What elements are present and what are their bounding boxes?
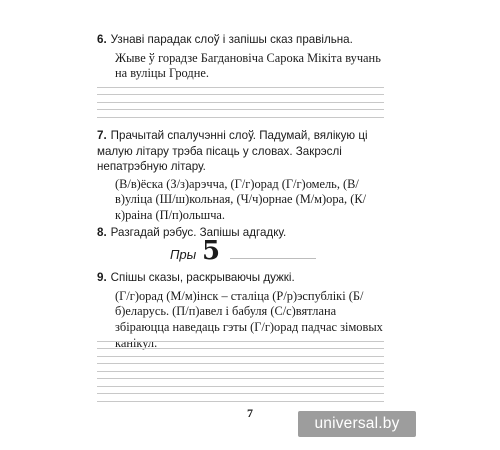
task-6-number: 6. [97,33,107,46]
watermark-badge [298,411,416,437]
watermark-text: universal.by [314,415,400,432]
task-6 [97,32,387,82]
task-9-text: (Г/г)орад (М/м)інск – сталіца (Р/р)эспублікі (Б/б)еларусь. (П/п)авел і бабуля (С/с)вятлана збіраюцца наведаць гэты (Г/г)орад падчас зімовых канікул. [115,288,383,350]
rebus-puzzle [170,236,370,268]
task-9-number: 9. [97,271,107,284]
task-7-instruction: Прачытай спалучэнні слоў. Падумай, вялікую ці малую літару трэба пісаць у словах. Закрэслі непатрэбную літару. [97,129,368,173]
rebus-word: Пры [170,247,197,262]
rebus-digit: 5 [202,236,221,266]
task-7-text: (В/в)ёска (З/з)арэчча, (Г/г)орад (Г/г)омель, (В/в)уліца (Ш/ш)кольная, (Ч/ч)орнае (М/м)ора, (К/к)раіна (П/п)ольшча. [115,176,367,223]
rebus-answer-line [230,258,316,259]
task-6-instruction: Узнаві парадак слоў і запішы сказ правільна. [110,33,353,46]
task-8-heading [97,225,387,241]
task-7-heading [97,128,387,175]
task-8 [97,225,387,241]
task-9-heading [97,270,387,286]
task-7 [97,128,387,224]
task-9-instruction: Спішы сказы, раскрываючы дужкі. [110,271,295,284]
task-6-heading [97,32,387,48]
task-8-instruction: Разгадай рэбус. Запішы адгадку. [110,226,287,239]
page-number: 7 [247,406,253,420]
task-7-number: 7. [97,129,107,142]
task-9-writing-lines [97,334,384,402]
task-6-text: Жыве ў горадзе Багдановіча Сарока Мікіта вучань на вуліцы Гродне. [115,50,381,81]
task-6-writing-lines [97,80,384,118]
task-8-number: 8. [97,226,107,239]
